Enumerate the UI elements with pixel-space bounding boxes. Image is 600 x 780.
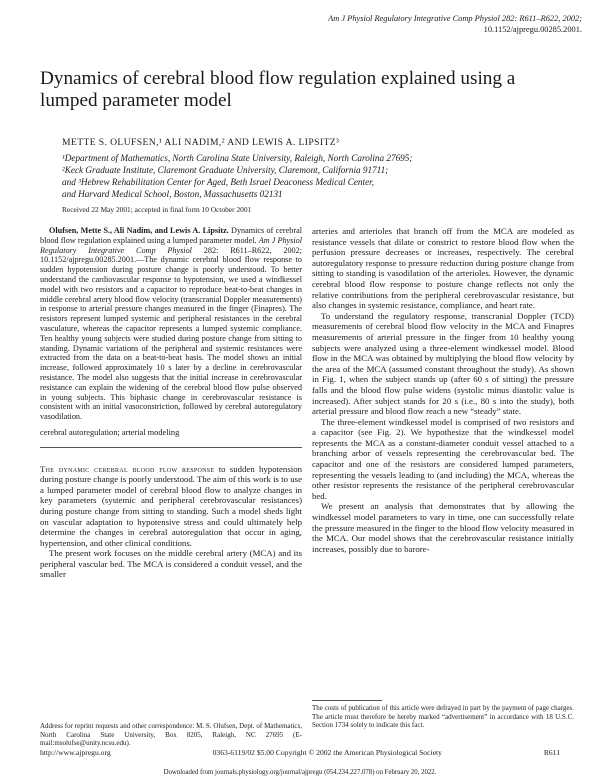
intro-paragraph-2: The present work focuses on the middle cerebral artery (MCA) and its peripheral vascular bed. The MCA is considered a conduit vessel, and the smaller (40, 548, 302, 580)
received-dates: Received 22 May 2001; accepted in final form 10 October 2001 (62, 205, 252, 214)
author-list: METTE S. OLUFSEN,¹ ALI NADIM,² AND LEWIS A. LIPSITZ³ (62, 137, 340, 148)
journal-citation: Am J Physiol Regulatory Integrative Comp Physiol 282: R611–R622, 2002; (328, 14, 582, 23)
abstract (40, 226, 302, 422)
affiliation-line: and Harvard Medical School, Boston, Massachusetts 02131 (62, 189, 283, 199)
intro-text: to sudden hypotension during posture change is poorly understood. The aim of this work is to use a lumped parameter model of cerebral blood flow to analyze changes in key parameters (systemic and peripheral cerebrovascular resistances) during posture change from sitting to standing. Such a model sheds light on vascular adaptation to hypotensive stress and could ultimately help determine the changes in cerebral autoregulation that occur in aging, hypertension, and other clinical conditions. (40, 463, 302, 548)
keywords: cerebral autoregulation; arterial modeling (40, 427, 180, 437)
left-column (40, 226, 302, 580)
abstract-journal: Am J Physiol Regulatory Integrative Comp Physiol (40, 235, 302, 255)
body-paragraph: arteries and arterioles that branch off from the MCA are modeled as resistance vessels that dilate or constrict to restore blood flow when the perfusion pressure decreases or increases, respectively. The cerebral autoregulatory response to pressure reduction during posture change from sitting to standing is vasodilation of the arterioles. However, the dynamic cerebral blood flow response to posture change reflects not only the relative contributions from the peripheral cerebrovascular resistance, but also changes in systemic resistance, compliance, and heart rate. (312, 226, 574, 311)
right-column (312, 226, 574, 554)
page-number: R611 (543, 748, 560, 757)
abstract-text-title: Dynamics of cerebral blood flow regulation explained using a lumped parameter model. (40, 226, 302, 245)
page-footer (40, 748, 560, 757)
body-paragraph: We present an analysis that demonstrates that by allowing the windkessel model parameters to vary in time, one can successfully relate the pressure measured in the finger to the blood flow velocity measured in the MCA. Our model shows that the cerebrovascular resistance initially increases, possibly due to barore- (312, 501, 574, 554)
journal-url[interactable]: http://www.ajpregu.org (40, 748, 111, 757)
address-footnote-block (40, 722, 302, 748)
affiliation-line: ¹Department of Mathematics, North Carolina State University, Raleigh, North Carolina 27695; (62, 153, 413, 163)
affiliation-line: ²Keck Graduate Institute, Claremont Graduate University, Claremont, California 91711; (62, 165, 389, 175)
affiliation-line: and ³Hebrew Rehabilitation Center for Aged, Beth Israel Deaconess Medical Center, (62, 177, 375, 187)
body-paragraph: The three-element windkessel model is comprised of two resistors and a capacitor (see Fig. 2). We hypothesize that the windkessel model represents the MCA as a constant-diameter conduit vessel attached to a branching arbor of vessels representing the cerebrovascular bed. The capacitor and one of the resistors are considered lumped parameters, representing the vessels leading to (and including) the MCA, whereas the other resistor represents the resistance of the peripheral cerebrovascular bed. (312, 416, 574, 501)
journal-reference (252, 13, 582, 35)
affiliations (62, 152, 562, 200)
costs-footnote-block (312, 692, 574, 730)
abstract-body: 282: R611–R622, 2002; 10.1152/ajpregu.00285.2001.—The dynamic cerebral blood flow response to sudden hypotension during posture change is poorly understood. To better understand the cardiovascular response to hypotension, we used a windkessel model with two resistors and a capacitor to reproduce beat-to-beat changes in middle cerebral artery blood flow velocity (transcranial Doppler measurements) in response to arterial pressure changes measured in the finger (Finapres). The resistors represent lumped systemic and peripheral resistances in the cerebral vasculature, whereas the capacitor represents a lumped systemic compliance. Ten healthy young subjects were studied during posture change from sitting to standing. Dynamic variations of the peripheral and systemic resistances were extracted from the data on a beat-to-beat basis. The model shows an initial increase, followed approximately 10 s later by a decline in cerebrovascular resistance. The model also suggests that the initial increase in cerebrovascular resistance can explain the widening of the cerebral blood flow pulse observed in young subjects. This biphasic change in cerebrovascular resistance is consistent with an initial vasoconstriction, followed by cerebral autoregulatory vasodilation. (40, 245, 303, 422)
address-footnote: Address for reprint requests and other correspondence: M. S. Olufsen, Dept. of Mathematics, North Carolina State University, Box 8205, Raleigh, NC 27695 (E-mail:msolufse@unity.ncsu.edu). (40, 722, 302, 748)
article-title: Dynamics of cerebral blood flow regulation explained using a lumped parameter model (40, 68, 516, 111)
abstract-lead-authors: Olufsen, Mette S., Ali Nadim, and Lewis A. Lipsitz. (49, 226, 229, 235)
copyright: 0363-6119/02 $5.00 Copyright © 2002 the American Physiological Society (212, 748, 442, 757)
doi: 10.1152/ajpregu.00285.2001. (483, 25, 582, 34)
body-paragraph: To understand the regulatory response, transcranial Doppler (TCD) measurements of cerebral blood flow velocity in the MCA and Finapres measurements of arterial pressure in the finger from 10 healthy young subjects were analyzed using a three-element windkessel model. Blood flow in the MCA was obtained by multiplying the blood flow velocity by the area of the MCA (assumed constant throughout the study). As shown in Fig. 1, when the subject stands up (after 60 s of sitting) the pressure falls and the blood flow pulse widens (systolic minus diastolic value is increased). After subject stands for 20 s (i.e., 80 s into the study), both arterial pressure and blood flow reach a new “steady” state. (312, 310, 574, 417)
section-divider (40, 447, 302, 448)
download-note: Downloaded from journals.physiology.org/journal/ajpregu (054.234.227.078) on February 20, 2022. (163, 769, 437, 776)
intro-paragraph (40, 464, 302, 549)
costs-footnote: The costs of publication of this article were defrayed in part by the payment of page charges. The article must therefore be hereby marked “advertisement” in accordance with 18 U.S.C. Section 1734 solely to indicate this fact. (312, 704, 574, 730)
footnote-rule (312, 700, 382, 701)
intro-lead: The dynamic cerebral blood flow response (40, 463, 215, 474)
